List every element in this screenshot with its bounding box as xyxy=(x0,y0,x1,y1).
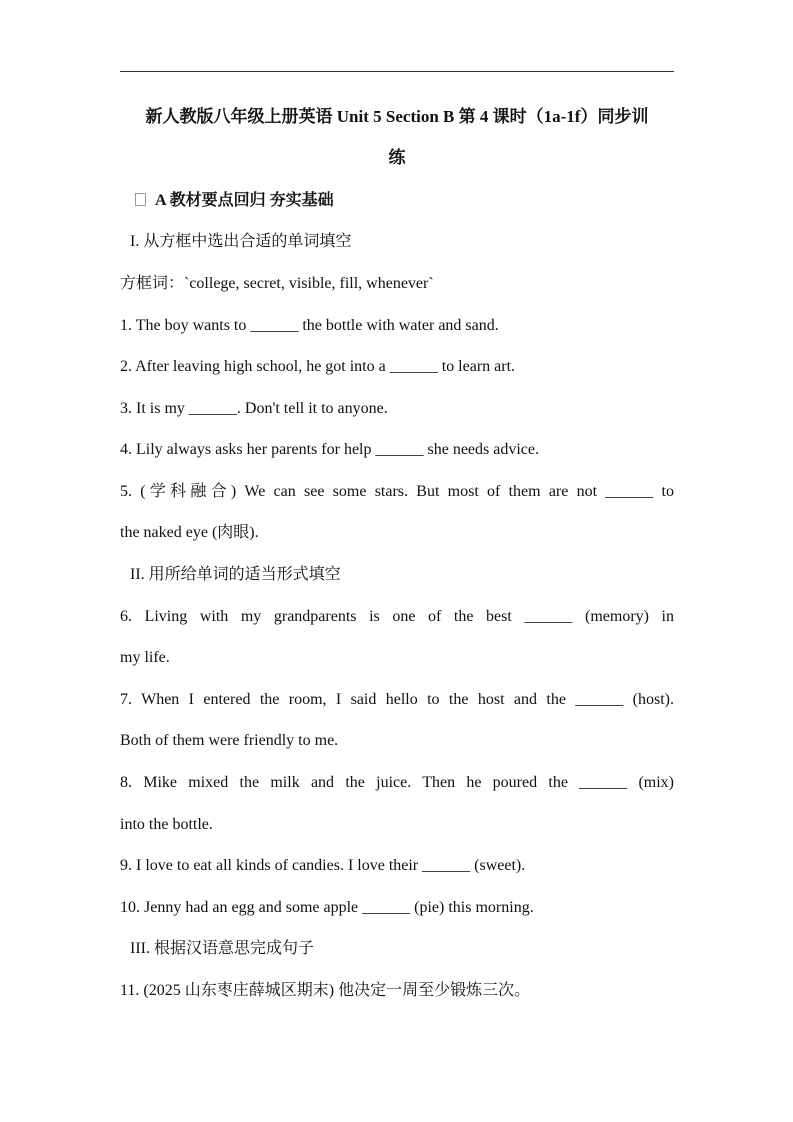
checkbox-icon xyxy=(135,193,146,206)
section-a-heading xyxy=(120,189,674,213)
question-5-continued: the naked eye (肉眼). xyxy=(120,524,259,541)
question-10: 10. Jenny had an egg and some apple ______ (pie) this morning. xyxy=(120,899,534,916)
question-7-continued: Both of them were friendly to me. xyxy=(120,732,339,749)
part3-heading xyxy=(120,937,674,961)
question-7: 7. When I entered the room, I said hello to the host and the ______ (host). xyxy=(120,691,674,708)
question-9: 9. I love to eat all kinds of candies. I love their ______ (sweet). xyxy=(120,857,526,874)
question-11: 11. (2025 山东枣庄薛城区期末) 他决定一周至少锻炼三次。 xyxy=(120,982,531,999)
question-4: 4. Lily always asks her parents for help ______ she needs advice. xyxy=(120,441,539,458)
question-5: 5. (学科融合) We can see some stars. But most of them are not ______ to xyxy=(120,483,674,500)
question-3: 3. It is my ______. Don't tell it to anyone. xyxy=(120,400,388,417)
question-8: 8. Mike mixed the milk and the juice. Then he poured the ______ (mix) xyxy=(120,774,674,791)
part3-heading-text: III. 根据汉语意思完成句子 xyxy=(130,940,314,957)
question-1: 1. The boy wants to ______ the bottle with water and sand. xyxy=(120,317,499,334)
part1-heading xyxy=(120,230,674,254)
question-6: 6. Living with my grandparents is one of the best ______ (memory) in xyxy=(120,608,674,625)
header-rule xyxy=(120,71,674,72)
part2-heading xyxy=(120,563,674,587)
part2-heading-text: II. 用所给单词的适当形式填空 xyxy=(130,566,341,583)
question-2: 2. After leaving high school, he got into a ______ to learn art. xyxy=(120,358,516,375)
word-box: 方框词：`college, secret, visible, fill, whenever` xyxy=(120,275,434,292)
document-title-continued: 练 xyxy=(388,148,406,167)
section-a-heading-text: A 教材要点回归 夯实基础 xyxy=(155,192,334,209)
part1-heading-text: I. 从方框中选出合适的单词填空 xyxy=(130,233,352,250)
question-8-continued: into the bottle. xyxy=(120,816,213,833)
question-6-continued: my life. xyxy=(120,649,170,666)
document-title: 新人教版八年级上册英语 Unit 5 Section B 第 4 课时（1a-1f）同步训 xyxy=(145,107,649,126)
